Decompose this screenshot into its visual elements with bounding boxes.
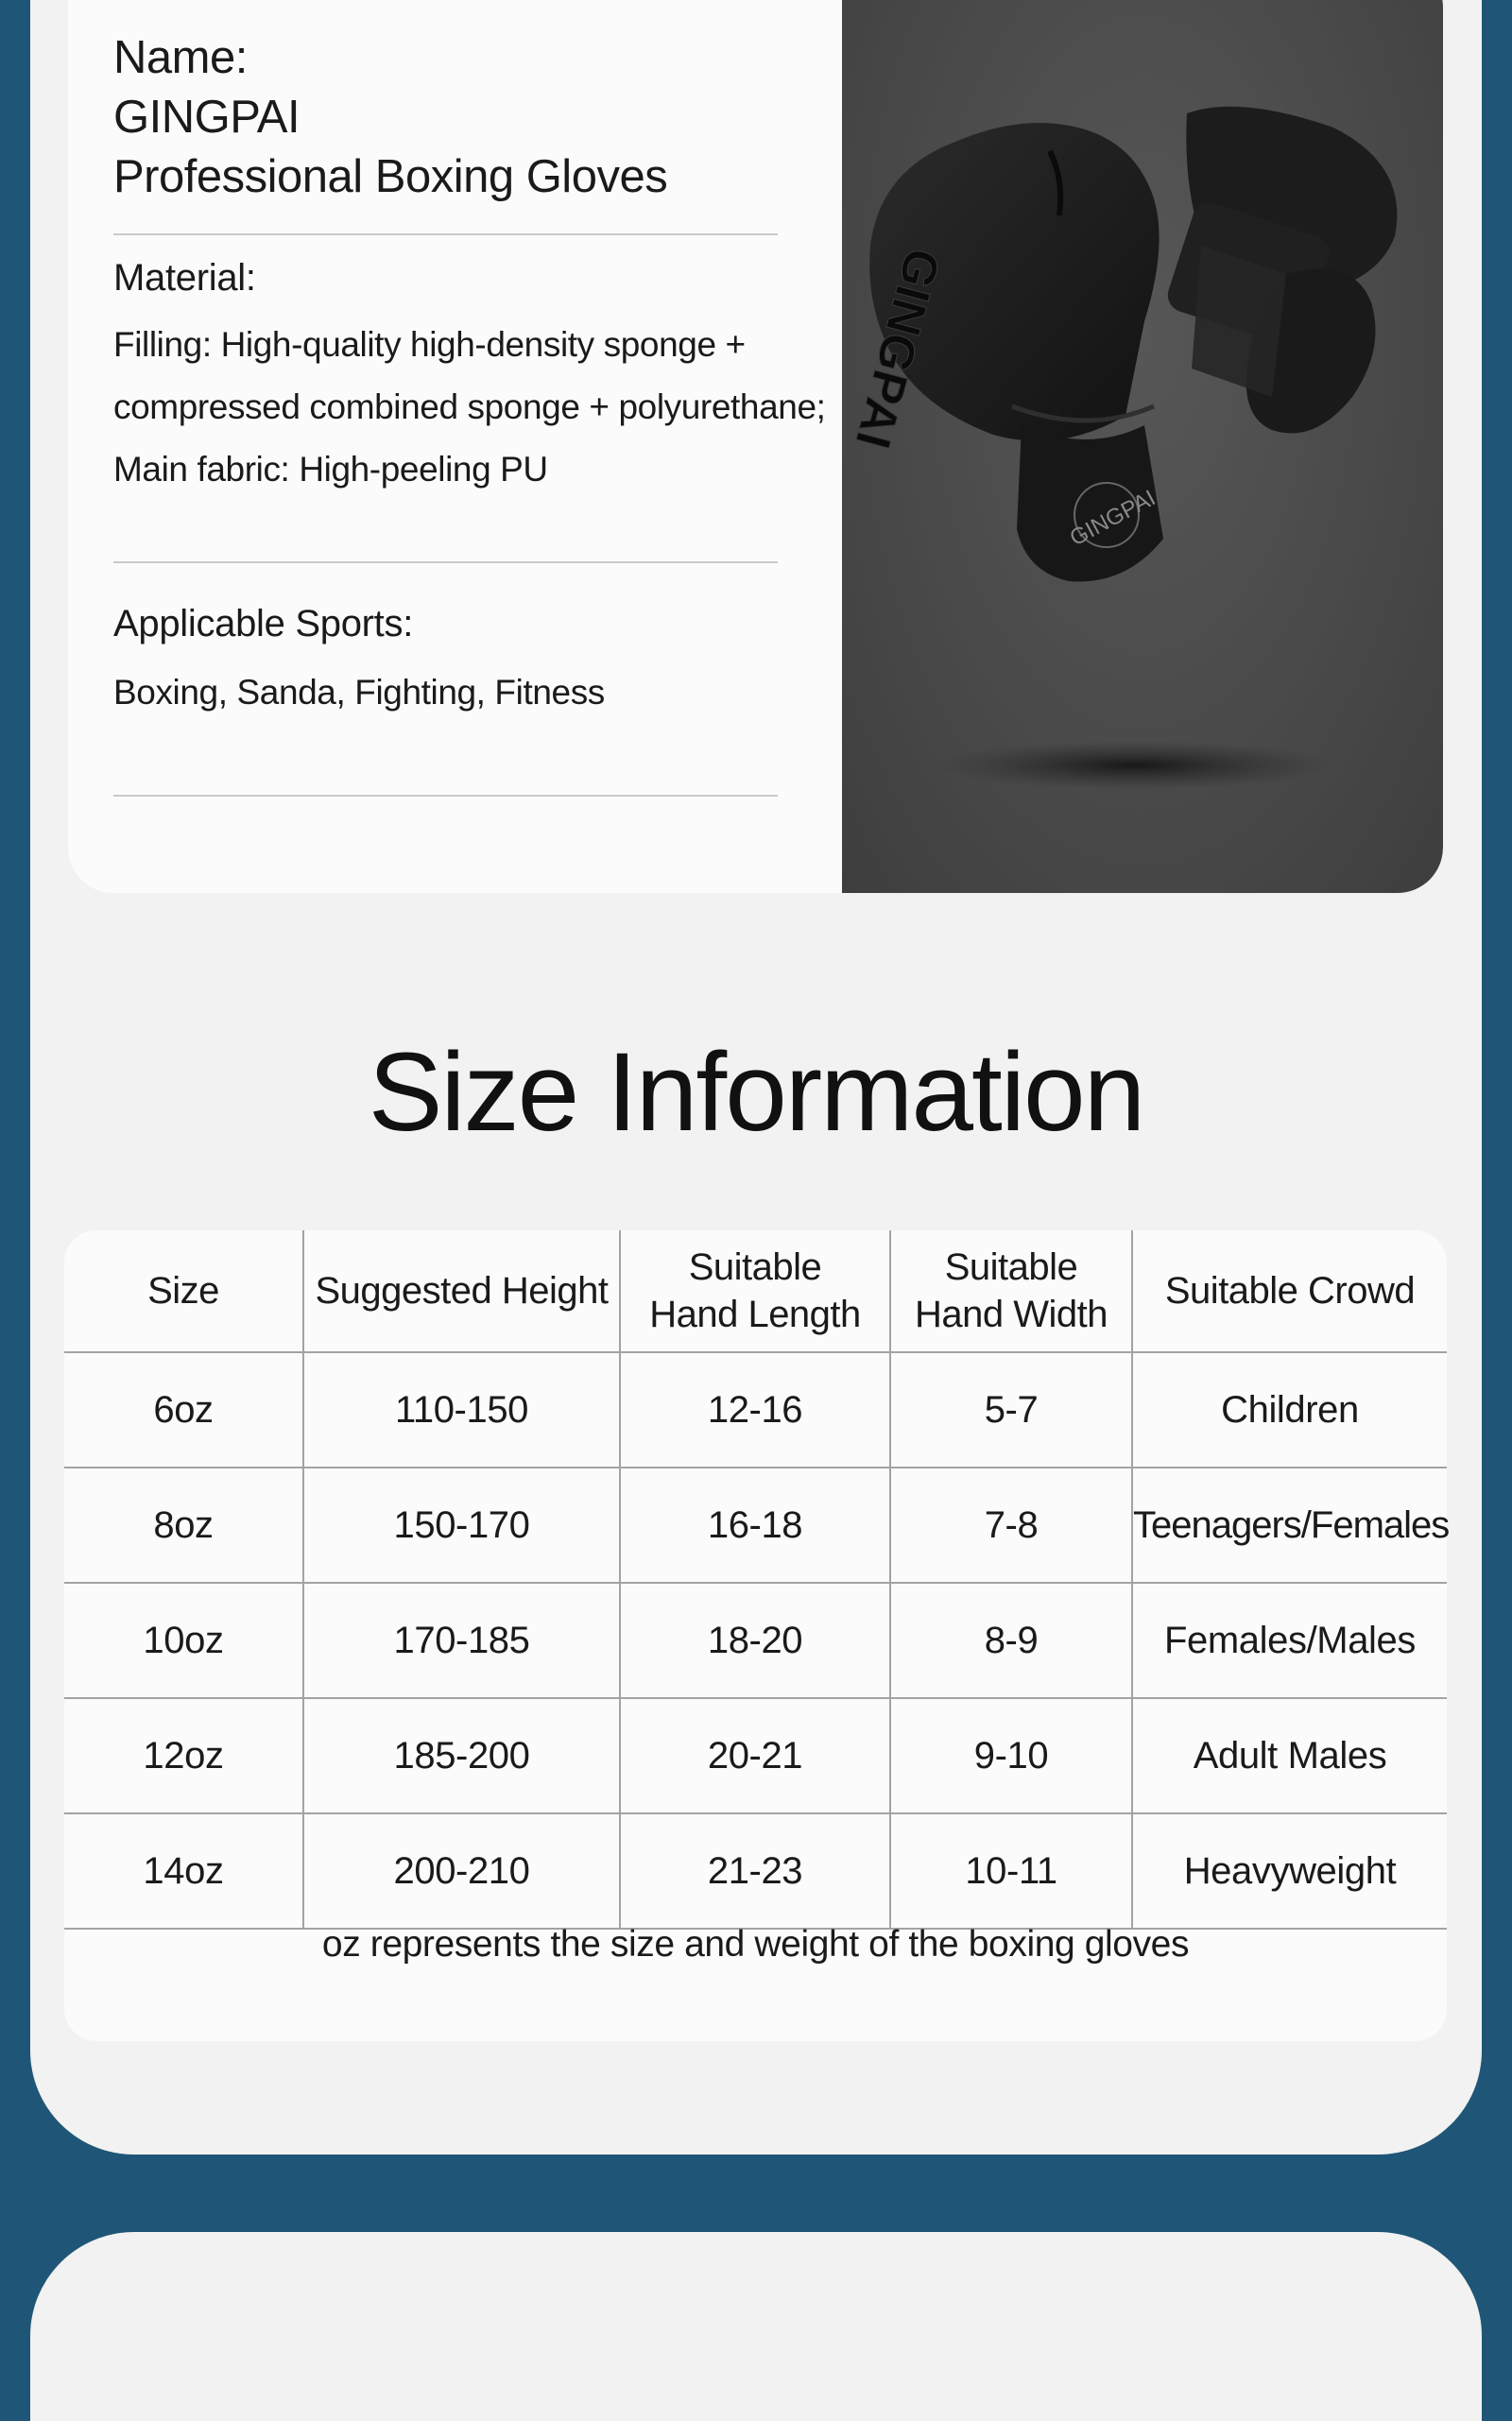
material-label: Material: bbox=[113, 257, 256, 299]
glove-side-text: GINGPAI bbox=[844, 242, 951, 455]
size-table bbox=[64, 1230, 1450, 1930]
cell-hand-width: 5-7 bbox=[890, 1352, 1132, 1468]
cell-height: 200-210 bbox=[303, 1813, 620, 1929]
front-glove bbox=[845, 123, 1163, 581]
divider bbox=[113, 561, 778, 563]
table-row bbox=[64, 1352, 1447, 1468]
product-photo bbox=[842, 0, 1443, 893]
cell-height: 185-200 bbox=[303, 1698, 620, 1813]
cell-height: 150-170 bbox=[303, 1468, 620, 1583]
cell-size: 14oz bbox=[64, 1813, 303, 1929]
material-line-1: Filling: High-quality high-density sponge + bbox=[113, 325, 746, 364]
glove-shadow bbox=[936, 741, 1333, 790]
cell-hand-width: 7-8 bbox=[890, 1468, 1132, 1583]
header-suggested-height: Suggested Height bbox=[303, 1230, 620, 1352]
table-row bbox=[64, 1583, 1447, 1698]
cell-hand-length: 21-23 bbox=[620, 1813, 890, 1929]
cell-height: 170-185 bbox=[303, 1583, 620, 1698]
header-hand-width: Suitable Hand Width bbox=[890, 1230, 1132, 1352]
divider bbox=[113, 795, 778, 797]
cell-hand-width: 9-10 bbox=[890, 1698, 1132, 1813]
table-row bbox=[64, 1813, 1447, 1929]
cell-size: 12oz bbox=[64, 1698, 303, 1813]
header-suitable-crowd: Suitable Crowd bbox=[1132, 1230, 1447, 1352]
table-row bbox=[64, 1468, 1447, 1583]
cell-size: 8oz bbox=[64, 1468, 303, 1583]
cell-crowd: Females/Males bbox=[1132, 1583, 1447, 1698]
size-chart-card bbox=[64, 1230, 1450, 2041]
cell-hand-width: 8-9 bbox=[890, 1583, 1132, 1698]
product-info-card bbox=[68, 0, 1443, 893]
cell-hand-length: 16-18 bbox=[620, 1468, 890, 1583]
material-line-2: compressed combined sponge + polyurethane; bbox=[113, 387, 826, 426]
sports-label: Applicable Sports: bbox=[113, 603, 414, 644]
name-label: Name: bbox=[113, 32, 248, 83]
product-name: Professional Boxing Gloves bbox=[113, 151, 668, 202]
header-size: Size bbox=[64, 1230, 303, 1352]
material-line-3: Main fabric: High-peeling PU bbox=[113, 450, 548, 489]
sports-value: Boxing, Sanda, Fighting, Fitness bbox=[113, 673, 605, 712]
size-footnote: oz represents the size and weight of the boxing gloves bbox=[321, 1924, 1190, 1965]
cell-crowd: Teenagers/Females bbox=[1132, 1468, 1447, 1583]
header-hand-length: Suitable Hand Length bbox=[620, 1230, 890, 1352]
cell-crowd: Adult Males bbox=[1132, 1698, 1447, 1813]
boxing-gloves-image bbox=[842, 0, 1443, 893]
cell-hand-length: 18-20 bbox=[620, 1583, 890, 1698]
back-glove bbox=[1163, 107, 1397, 434]
cell-size: 6oz bbox=[64, 1352, 303, 1468]
cell-hand-length: 20-21 bbox=[620, 1698, 890, 1813]
cell-height: 110-150 bbox=[303, 1352, 620, 1468]
divider bbox=[113, 233, 778, 235]
table-header-row bbox=[64, 1230, 1447, 1352]
size-information-title: Size Information bbox=[368, 1030, 1144, 1155]
cell-hand-width: 10-11 bbox=[890, 1813, 1132, 1929]
cell-crowd: Heavyweight bbox=[1132, 1813, 1447, 1929]
table-row bbox=[64, 1698, 1447, 1813]
cell-crowd: Children bbox=[1132, 1352, 1447, 1468]
cell-hand-length: 12-16 bbox=[620, 1352, 890, 1468]
cell-size: 10oz bbox=[64, 1583, 303, 1698]
cuff-logo-text: GINGPAI bbox=[1065, 485, 1160, 552]
product-brand: GINGPAI bbox=[113, 92, 301, 143]
next-panel bbox=[30, 2232, 1482, 2421]
